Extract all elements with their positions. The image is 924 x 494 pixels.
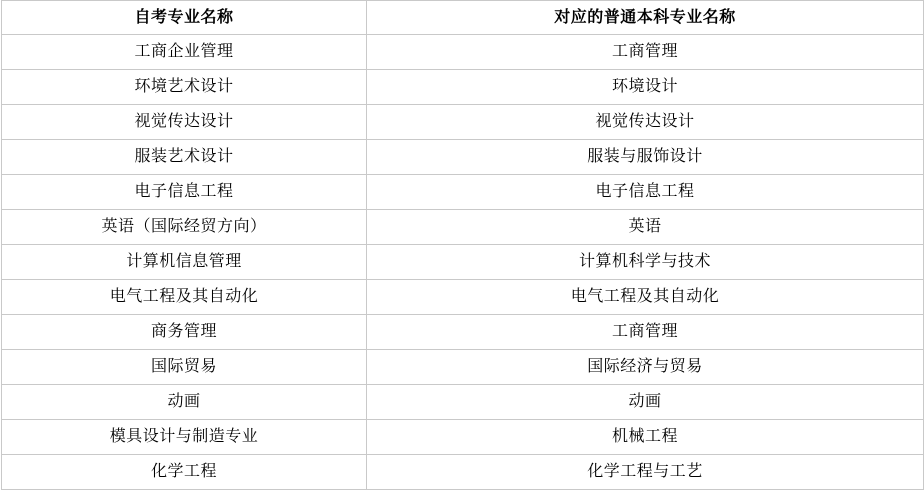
cell-undergraduate-major: 计算机科学与技术 <box>367 245 924 280</box>
table-row <box>2 105 924 140</box>
cell-undergraduate-major: 工商管理 <box>367 35 924 70</box>
table-body <box>2 35 924 490</box>
cell-self-study-major: 国际贸易 <box>2 350 367 385</box>
cell-self-study-major: 工商企业管理 <box>2 35 367 70</box>
cell-self-study-major: 计算机信息管理 <box>2 245 367 280</box>
column-header-self-study-major: 自考专业名称 <box>2 1 367 35</box>
table-header <box>2 1 924 35</box>
column-header-undergraduate-major: 对应的普通本科专业名称 <box>367 1 924 35</box>
cell-undergraduate-major: 机械工程 <box>367 420 924 455</box>
cell-undergraduate-major: 英语 <box>367 210 924 245</box>
cell-undergraduate-major: 工商管理 <box>367 315 924 350</box>
table-row <box>2 455 924 490</box>
cell-undergraduate-major: 环境设计 <box>367 70 924 105</box>
cell-self-study-major: 动画 <box>2 385 367 420</box>
table-row <box>2 140 924 175</box>
table-row <box>2 245 924 280</box>
table-row <box>2 210 924 245</box>
cell-undergraduate-major: 动画 <box>367 385 924 420</box>
cell-self-study-major: 电气工程及其自动化 <box>2 280 367 315</box>
table-header-row <box>2 1 924 35</box>
table-row <box>2 315 924 350</box>
cell-undergraduate-major: 电子信息工程 <box>367 175 924 210</box>
cell-self-study-major: 环境艺术设计 <box>2 70 367 105</box>
cell-self-study-major: 服装艺术设计 <box>2 140 367 175</box>
cell-undergraduate-major: 电气工程及其自动化 <box>367 280 924 315</box>
cell-self-study-major: 模具设计与制造专业 <box>2 420 367 455</box>
cell-undergraduate-major: 服装与服饰设计 <box>367 140 924 175</box>
cell-undergraduate-major: 化学工程与工艺 <box>367 455 924 490</box>
cell-self-study-major: 视觉传达设计 <box>2 105 367 140</box>
table-row <box>2 350 924 385</box>
cell-self-study-major: 英语（国际经贸方向） <box>2 210 367 245</box>
major-correspondence-table <box>1 0 924 490</box>
table-row <box>2 420 924 455</box>
cell-undergraduate-major: 视觉传达设计 <box>367 105 924 140</box>
cell-undergraduate-major: 国际经济与贸易 <box>367 350 924 385</box>
cell-self-study-major: 电子信息工程 <box>2 175 367 210</box>
table-row <box>2 385 924 420</box>
cell-self-study-major: 化学工程 <box>2 455 367 490</box>
table-row <box>2 70 924 105</box>
table-row <box>2 35 924 70</box>
table-row <box>2 175 924 210</box>
cell-self-study-major: 商务管理 <box>2 315 367 350</box>
table-row <box>2 280 924 315</box>
